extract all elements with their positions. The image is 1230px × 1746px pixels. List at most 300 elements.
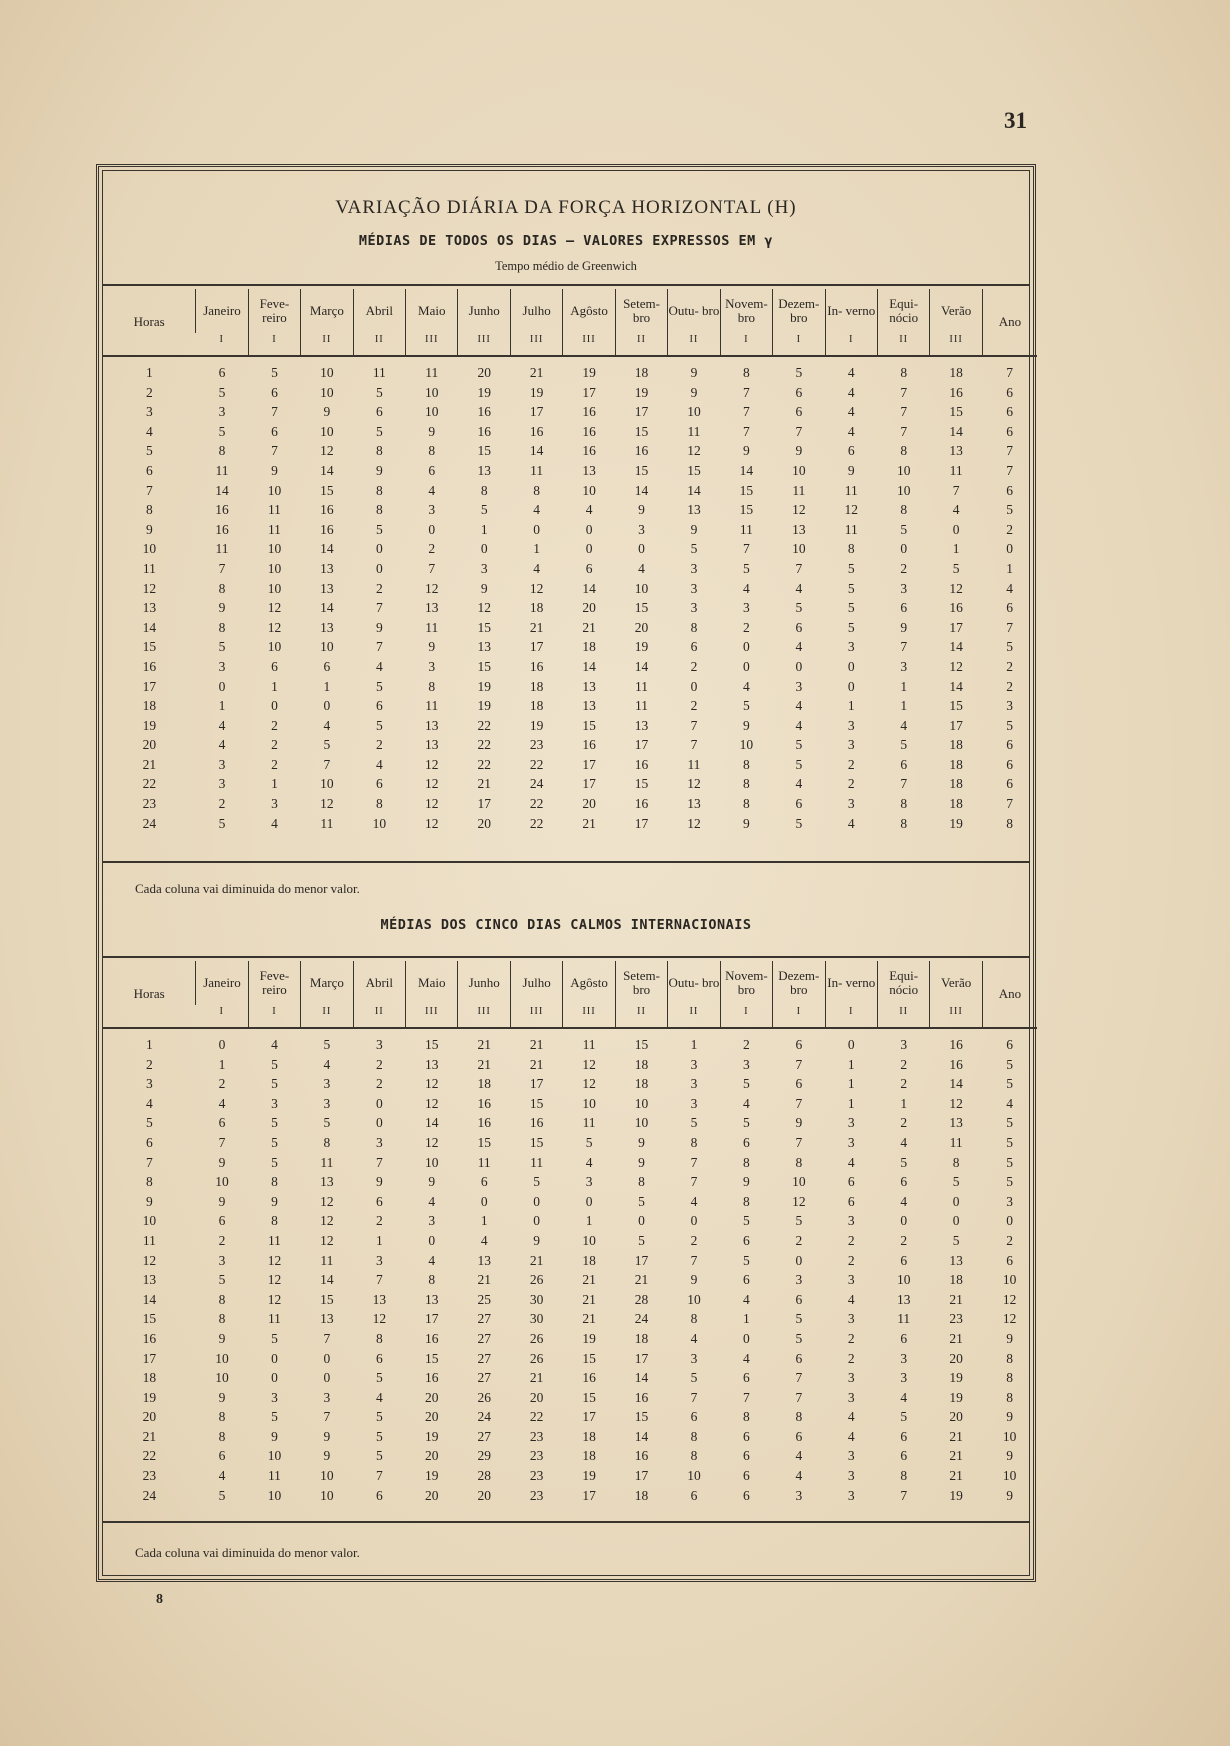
value-cell: 7 [428,560,436,576]
value-cell: 5 [952,1174,960,1190]
value-cell: 12 [687,776,701,792]
value-cell: 6 [1006,1252,1014,1268]
value-cell: 15 [634,600,649,616]
value-cell: 11 [844,482,858,498]
value-cell: 4 [271,1037,278,1052]
value-cell: 21 [529,1252,544,1268]
value-cell: 7 [795,1389,803,1405]
table-row [103,559,1037,579]
value-cell: 10 [896,482,911,498]
value-cell: 0 [847,658,855,674]
value-cell: 9 [638,502,645,518]
value-cell: 6 [271,384,278,400]
header-group: II [877,333,929,356]
value-cell: 15 [477,658,491,674]
value-cell: 7 [743,423,750,439]
value-cell: 3 [690,580,698,596]
hour-cell: 6 [146,462,153,478]
value-cell: 5 [743,1115,750,1131]
value-cell: 8 [375,502,383,518]
value-cell: 20 [477,815,491,831]
value-cell: 3 [795,1487,803,1503]
value-cell: 2 [847,1252,855,1268]
value-cell: 7 [900,1487,908,1503]
header-column: Maio [406,961,458,1005]
value-cell: 2 [847,1330,855,1346]
value-cell: 15 [634,1409,649,1425]
value-cell: 16 [949,1037,963,1052]
value-cell: 4 [375,756,383,772]
value-cell: 19 [582,1330,596,1346]
hour-cell: 21 [142,756,157,772]
value-cell: 11 [897,1311,911,1327]
value-cell: 5 [795,756,803,772]
value-cell: 2 [743,1037,750,1052]
value-cell: 14 [320,541,334,557]
value-cell: 3 [847,1115,855,1131]
value-cell: 9 [375,1174,383,1190]
value-cell: 0 [743,1330,750,1346]
value-cell: 2 [375,737,383,753]
value-cell: 4 [847,423,855,439]
value-cell: 7 [743,384,750,400]
value-cell: 10 [215,1370,229,1386]
value-cell: 11 [792,482,806,498]
value-cell: 5 [900,1154,908,1170]
value-cell: 2 [900,1056,908,1072]
value-cell: 24 [477,1409,491,1425]
value-cell: 6 [743,1370,750,1386]
value-cell: 12 [425,1134,439,1150]
hour-cell: 19 [142,717,157,733]
value-cell: 12 [949,658,963,674]
value-cell: 12 [320,796,334,812]
value-cell: 7 [375,1272,383,1288]
value-cell: 2 [1006,658,1014,674]
value-cell: 13 [425,717,439,733]
value-cell: 5 [271,1056,278,1072]
table-row [103,1028,1037,1055]
value-cell: 5 [795,365,803,380]
table-row [103,618,1037,638]
value-cell: 0 [533,521,540,537]
rule-top-2 [103,956,1029,958]
value-cell: 4 [585,502,593,518]
value-cell: 20 [582,600,596,616]
value-cell: 6 [1006,756,1014,772]
value-cell: 4 [847,384,855,400]
value-cell: 20 [425,1487,439,1503]
value-cell: 5 [847,560,855,576]
value-cell: 5 [1006,1056,1014,1072]
value-cell: 0 [795,658,803,674]
value-cell: 0 [375,1115,383,1131]
value-cell: 20 [425,1409,439,1425]
hour-cell: 18 [142,698,157,714]
value-cell: 12 [949,1095,963,1111]
value-cell: 17 [529,639,544,655]
header-group: III [930,333,982,356]
value-cell: 13 [320,619,334,635]
value-cell: 14 [582,580,596,596]
value-cell: 10 [634,1115,649,1131]
value-cell: 14 [320,462,334,478]
table-frame [96,164,1036,1582]
hour-cell: 22 [142,1448,157,1464]
value-cell: 11 [687,756,701,772]
value-cell: 6 [218,365,226,380]
value-cell: 3 [847,1487,855,1503]
table-row [103,1407,1037,1427]
value-cell: 10 [267,541,282,557]
value-cell: 3 [218,658,226,674]
value-cell: 0 [743,639,750,655]
table-row [103,356,1037,383]
value-cell: 11 [635,678,648,694]
header-column: Feve- reiro [248,289,300,333]
value-cell: 21 [582,619,596,635]
value-cell: 19 [477,384,491,400]
value-cell: 11 [425,619,439,635]
value-cell: 26 [477,1389,491,1405]
value-cell: 4 [533,560,540,576]
header-column: Outu- bro [668,961,720,1005]
value-cell: 4 [795,717,803,733]
value-cell: 7 [795,1056,803,1072]
value-cell: 7 [218,560,226,576]
value-cell: 0 [743,658,750,674]
hour-cell: 7 [146,482,153,498]
value-cell: 4 [900,717,908,733]
value-cell: 8 [375,796,383,812]
value-cell: 4 [743,678,750,694]
value-cell: 9 [1006,1487,1014,1503]
value-cell: 12 [267,1291,282,1307]
value-cell: 23 [529,737,544,753]
value-cell: 4 [847,1154,855,1170]
value-cell: 2 [271,717,278,733]
value-cell: 7 [1006,462,1014,478]
value-cell: 5 [271,1115,278,1131]
value-cell: 17 [477,796,491,812]
value-cell: 7 [375,600,383,616]
value-cell: 5 [375,423,383,439]
value-cell: 0 [323,1350,331,1366]
value-cell: 21 [634,1272,649,1288]
value-cell: 17 [529,1076,544,1092]
header-group: II [615,1005,667,1028]
value-cell: 0 [900,1213,908,1229]
value-cell: 7 [795,423,803,439]
header-group: II [353,333,405,356]
value-cell: 2 [218,1232,226,1248]
value-cell: 5 [1006,502,1014,518]
header-group: III [406,333,458,356]
value-cell: 9 [218,1193,226,1209]
table-row [103,1349,1037,1369]
value-cell: 6 [743,1232,750,1248]
header-group: II [668,1005,720,1028]
value-cell: 5 [795,737,803,753]
value-cell: 8 [638,1174,645,1190]
value-cell: 28 [634,1291,649,1307]
value-cell: 3 [847,1389,855,1405]
value-cell: 13 [477,462,491,478]
value-cell: 6 [271,658,278,674]
value-cell: 19 [529,384,544,400]
value-cell: 19 [949,815,963,831]
value-cell: 0 [638,1213,645,1229]
table-row [103,1094,1037,1114]
value-cell: 5 [795,600,803,616]
header-group: II [877,1005,929,1028]
value-cell: 12 [320,1232,334,1248]
value-cell: 6 [743,1272,750,1288]
value-cell: 11 [267,1232,281,1248]
hour-cell: 1 [146,1037,153,1052]
header-column: Abril [353,961,405,1005]
value-cell: 10 [267,639,282,655]
value-cell: 8 [743,1154,750,1170]
value-cell: 16 [634,1389,649,1405]
value-cell: 1 [743,1311,750,1327]
value-cell: 3 [900,1037,908,1052]
value-cell: 16 [582,1370,596,1386]
value-cell: 8 [428,1272,436,1288]
value-cell: 5 [323,1037,331,1052]
value-cell: 15 [582,1389,596,1405]
value-cell: 13 [320,1174,334,1190]
value-cell: 5 [1006,1154,1014,1170]
header-group: II [615,333,667,356]
value-cell: 5 [1006,1076,1014,1092]
value-cell: 20 [425,1448,439,1464]
value-cell: 6 [690,1487,698,1503]
value-cell: 3 [323,1076,331,1092]
value-cell: 5 [271,1134,278,1150]
header-group: I [825,333,877,356]
hour-cell: 20 [142,1409,157,1425]
value-cell: 9 [480,580,488,596]
value-cell: 3 [900,1370,908,1386]
value-cell: 10 [425,1154,439,1170]
hour-cell: 12 [142,580,157,596]
table-row [103,579,1037,599]
note-table-2: Cada coluna vai diminuida do menor valor. [135,1545,360,1560]
value-cell: 7 [375,1154,383,1170]
value-cell: 15 [582,717,596,733]
table-row [103,598,1037,618]
value-cell: 0 [900,541,908,557]
value-cell: 1 [533,541,540,557]
table-row [103,696,1037,716]
value-cell: 9 [690,1272,698,1288]
value-cell: 2 [218,796,226,812]
value-cell: 30 [529,1291,544,1307]
value-cell: 6 [900,1428,908,1444]
value-cell: 16 [582,737,596,753]
value-cell: 2 [375,580,383,596]
value-cell: 6 [323,658,331,674]
value-cell: 9 [847,462,855,478]
value-cell: 18 [529,678,544,694]
value-cell: 1 [218,698,226,714]
value-cell: 2 [375,1213,383,1229]
value-cell: 6 [900,756,908,772]
value-cell: 12 [1002,1291,1017,1307]
hour-cell: 17 [142,1350,157,1366]
value-cell: 12 [582,1056,596,1072]
value-cell: 0 [952,1213,960,1229]
value-cell: 7 [323,756,331,772]
value-cell: 3 [218,756,226,772]
value-cell: 6 [585,560,593,576]
value-cell: 7 [690,737,698,753]
value-cell: 12 [267,600,282,616]
value-cell: 11 [687,423,701,439]
value-cell: 9 [323,404,331,420]
value-cell: 1 [952,541,960,557]
value-cell: 13 [634,717,649,733]
value-cell: 5 [585,1134,593,1150]
value-cell: 5 [375,1428,383,1444]
value-cell: 16 [477,1115,491,1131]
value-cell: 3 [218,1252,226,1268]
header-group: I [219,334,224,345]
footer-number: 8 [156,1592,163,1607]
table-calm-days [103,961,1037,1505]
value-cell: 3 [847,1272,855,1288]
value-cell: 10 [320,365,334,380]
table-row [103,481,1037,501]
value-cell: 6 [900,1252,908,1268]
value-cell: 8 [690,1134,698,1150]
value-cell: 10 [215,1350,229,1366]
value-cell: 20 [477,1487,491,1503]
value-cell: 10 [215,1174,229,1190]
value-cell: 11 [949,462,963,478]
header-column: Verão [930,289,982,333]
value-cell: 8 [271,1213,278,1229]
table-row [103,441,1037,461]
value-cell: 17 [425,1311,439,1327]
value-cell: 8 [690,1311,698,1327]
value-cell: 4 [585,1154,593,1170]
value-cell: 5 [900,521,908,537]
value-cell: 16 [425,1330,439,1346]
value-cell: 18 [949,365,963,380]
value-cell: 14 [320,600,334,616]
value-cell: 3 [428,1213,436,1229]
header-column: Junho [458,289,510,333]
value-cell: 14 [215,482,229,498]
value-cell: 3 [795,678,803,694]
table-row [103,1466,1037,1486]
value-cell: 5 [271,1076,278,1092]
value-cell: 15 [477,1134,491,1150]
value-cell: 21 [582,1311,596,1327]
value-cell: 21 [529,1037,544,1052]
value-cell: 5 [743,560,750,576]
header-column: Feve- reiro [248,961,300,1005]
value-cell: 2 [847,776,855,792]
value-cell: 13 [477,1252,491,1268]
value-cell: 16 [949,384,963,400]
table-row [103,1055,1037,1075]
header-column: Outu- bro [668,289,720,333]
table-row [103,1329,1037,1349]
hour-cell: 8 [146,1174,153,1190]
value-cell: 2 [1006,678,1014,694]
value-cell: 3 [690,1076,698,1092]
value-cell: 12 [320,1193,334,1209]
header-group: III [458,1005,510,1028]
value-cell: 16 [949,1056,963,1072]
hour-cell: 24 [142,1487,157,1503]
value-cell: 14 [634,482,649,498]
value-cell: 7 [218,1134,226,1150]
value-cell: 15 [425,1037,439,1052]
value-cell: 8 [1006,815,1014,831]
table-row [103,1211,1037,1231]
value-cell: 1 [847,1076,855,1092]
table-row [103,637,1037,657]
value-cell: 1 [847,698,855,714]
value-cell: 5 [1006,1134,1014,1150]
value-cell: 5 [375,678,383,694]
value-cell: 21 [949,1468,963,1484]
header-column: Verão [930,961,982,1005]
value-cell: 5 [480,502,488,518]
hour-cell: 8 [146,502,153,518]
value-cell: 22 [477,756,491,772]
value-cell: 26 [529,1350,544,1366]
table-row [103,1192,1037,1212]
value-cell: 5 [900,1409,908,1425]
value-cell: 7 [952,482,960,498]
value-cell: 20 [949,1409,963,1425]
header-group: II [353,1005,405,1028]
table-row [103,1427,1037,1447]
value-cell: 11 [582,1115,596,1131]
value-cell: 1 [218,1056,226,1072]
value-cell: 19 [582,1468,596,1484]
value-cell: 5 [271,1330,278,1346]
value-cell: 9 [743,1174,750,1190]
value-cell: 1 [847,1056,855,1072]
value-cell: 3 [428,502,436,518]
value-cell: 16 [215,502,229,518]
value-cell: 2 [271,756,278,772]
value-cell: 16 [949,600,963,616]
value-cell: 6 [900,1448,908,1464]
header-group: III [510,333,562,356]
value-cell: 5 [1006,717,1014,733]
header-hours: Horas [133,986,165,1001]
value-cell: 23 [529,1448,544,1464]
value-cell: 4 [428,1252,436,1268]
header-group: III [563,1005,615,1028]
table-row [103,1270,1037,1290]
value-cell: 7 [1006,365,1014,380]
value-cell: 8 [480,482,488,498]
value-cell: 27 [477,1350,491,1366]
table-row [103,1133,1037,1153]
value-cell: 7 [900,404,908,420]
value-cell: 2 [847,1232,855,1248]
value-cell: 11 [267,1311,281,1327]
value-cell: 0 [375,1095,383,1111]
